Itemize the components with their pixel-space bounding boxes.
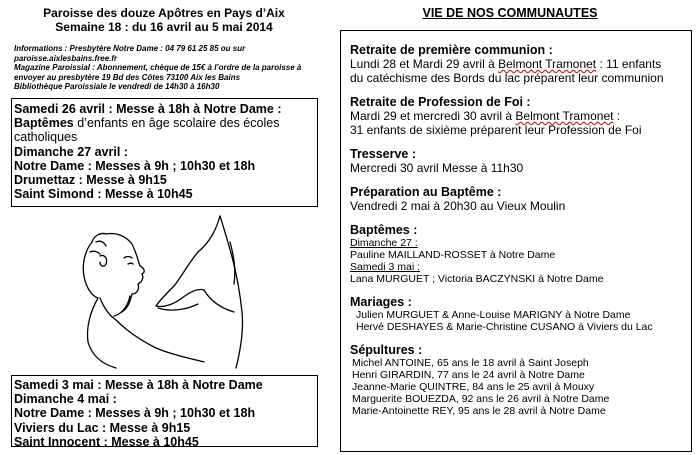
wedding-item: Julien MURGUET & Anne-Louise MARIGNY à Notre Dame	[356, 309, 631, 321]
wedding-item: Hervé DESHAYES & Marie-Christine CUSANO à Viviers du Lac	[356, 321, 653, 333]
saint-simond-mass: Saint Simond : Messe à 10h45	[14, 187, 193, 202]
funeral-item: Henri GIRARDIN, 77 ans le 24 avril à Notre Dame	[352, 369, 585, 381]
funeral-item: Michel ANTOINE, 65 ans le 18 avril à Saint Joseph	[352, 357, 589, 369]
saturday-mass-2: Samedi 3 mai : Messe à 18h à Notre Dame	[14, 378, 263, 392]
funeral-item: Marguerite BOUEZDA, 92 ans le 26 avril à Notre Dame	[352, 393, 610, 405]
tresserve-heading: Tresserve :	[350, 147, 417, 161]
parish-title: Paroisse des douze Apôtres en Pays d’Aix	[43, 6, 285, 20]
info-line: envoyer au presbytère 19 Bd des Côtes 73100 Aix les Bains	[14, 72, 241, 82]
info-line: Informations : Presbytère Notre Dame : 04 79 61 25 85 ou sur	[14, 44, 246, 53]
funeral-item: Jeanne-Marie QUINTRE, 84 ans le 25 avril à Mouxy	[352, 381, 595, 393]
info-line: Magazine Paroissial : Abonnement, chèque de 15€ à l’ordre de la paroisse à	[14, 63, 302, 72]
baptisms-heading: Baptêmes :	[350, 223, 418, 237]
week-title: Semaine 18 : du 16 avril au 5 mai 2014	[55, 20, 273, 34]
masses-box-week2	[11, 375, 318, 447]
first-communion-text: Lundi 28 et Mardi 29 avril à Belmont Tramonet : 11 enfants	[350, 57, 662, 71]
first-communion-text2: du catéchisme des Bords du lac préparent leur communion	[350, 71, 664, 85]
sunday-label: Dimanche 27 avril :	[14, 144, 128, 159]
baptism-line	[14, 116, 314, 130]
communion-illustration	[70, 212, 290, 372]
sunday-label-2: Dimanche 4 mai :	[14, 392, 117, 407]
info-block	[14, 44, 314, 92]
funerals-heading: Sépultures :	[350, 343, 423, 357]
communities-box	[340, 30, 692, 452]
info-line: paroisse.aixlesbains.free.fr	[14, 53, 118, 63]
profession-text2: 31 enfants de sixième préparent leur Profession de Foi	[350, 123, 642, 137]
masses-box-week1	[11, 98, 318, 207]
baptism-name-2: Lana MURGUET ; Victoria BACZYNSKI à Notre Dame	[350, 273, 604, 285]
saint-innocent-mass: Saint Innocent : Messe à 10h45	[14, 434, 199, 449]
profession-text: Mardi 29 et mercredi 30 avril à Belmont Tramonet :	[350, 109, 621, 123]
notre-dame-masses: Notre Dame : Messes à 9h ; 10h30 et 18h	[14, 158, 256, 173]
viviers-mass: Viviers du Lac : Messe à 9h15	[14, 420, 191, 435]
saturday-mass: Samedi 26 avril : Messe à 18h à Notre Dame :	[14, 102, 282, 116]
baptism-prep-heading: Préparation au Baptême :	[350, 185, 502, 199]
notre-dame-masses-2: Notre Dame : Messes à 9h ; 10h30 et 18h	[14, 406, 256, 421]
funeral-item: Marie-Antoinette REY, 95 ans le 28 avril à Notre Dame	[352, 405, 606, 417]
baptism-date-1: Dimanche 27 :	[350, 237, 418, 249]
baptism-text: d’enfants en âge scolaire des écoles	[73, 116, 280, 131]
weddings-heading: Mariages :	[350, 295, 412, 309]
baptism-date-2: Samedi 3 mai :	[350, 261, 421, 273]
baptism-line2: catholiques	[14, 130, 78, 145]
drumettaz-mass: Drumettaz : Messe à 9h15	[14, 173, 167, 188]
tresserve-text: Mercredi 30 avril Messe à 11h30	[350, 161, 524, 175]
baptism-name-1: Pauline MAILLAND-ROSSET à Notre Dame	[350, 249, 556, 261]
first-communion-heading: Retraite de première communion :	[350, 43, 553, 57]
baptism-label: Baptêmes	[14, 116, 74, 131]
communities-title: VIE DE NOS COMMUNAUTES	[422, 6, 598, 20]
profession-heading: Retraite de Profession de Foi :	[350, 95, 531, 109]
baptism-prep-text: Vendredi 2 mai à 20h30 au Vieux Moulin	[350, 199, 566, 213]
info-line: Bibliothèque Paroissiale le vendredi de 14h30 à 16h30	[14, 82, 220, 91]
